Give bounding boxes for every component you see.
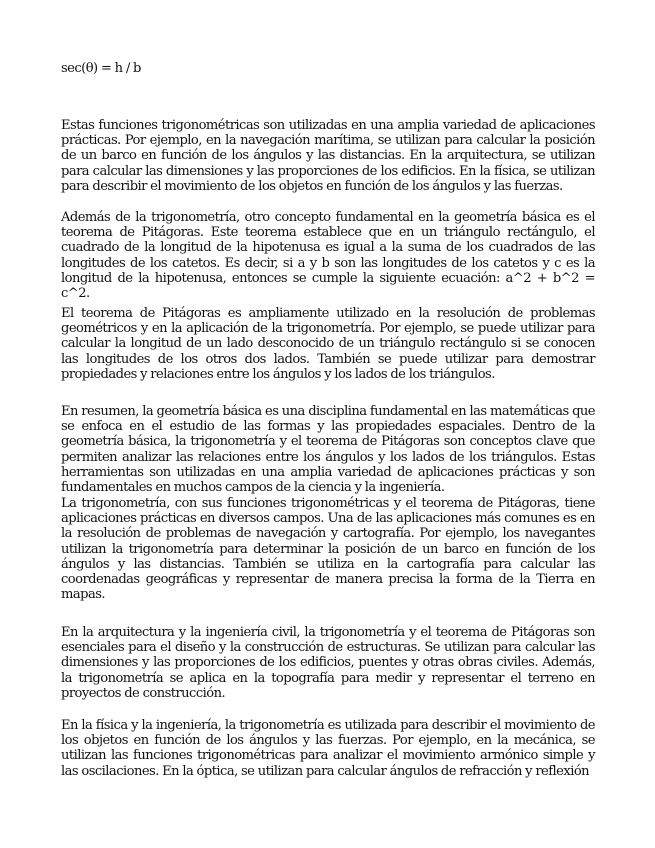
paragraph-pythagorean-uses: El teorema de Pitágoras es ampliamente utilizado en la resolución de problemas geométricos y en la aplicación de la trigonometría. Por ejemplo, se puede utilizar para calcular la longitud de un lado desconocido de un triángulo rectángulo si se conocen las longitudes de los otros dos lados. También se puede utilizar para demostrar propiedades y relaciones entre los ángulos y los lados de los triángulos.: [61, 306, 595, 382]
paragraph-navigation-cartography: La trigonometría, con sus funciones trigonométricas y el teorema de Pitágoras, tiene aplicaciones prácticas en diversos campos. Una de las aplicaciones más comunes es en la resolución de problemas de navegación y cartografía. Por ejemplo, los navegantes utilizan la trigonometría para determinar la posición de un barco en función de los ángulos y las distancias. También se utiliza en la cartografía para calcular las coordenadas geográficas y representar de manera precisa la forma de la Tierra en mapas.: [61, 496, 595, 603]
paragraph-architecture-engineering: En la arquitectura y la ingeniería civil, la trigonometría y el teorema de Pitágoras son esenciales para el diseño y la construcción de estructuras. Se utilizan para calcular las dimensiones y las proporciones de los edificios, puentes y otras obras civiles. Además, la trigonometría se aplica en la topografía para medir y representar el terreno en proyectos de construcción.: [61, 625, 595, 701]
paragraph-physics-engineering: En la física y la ingeniería, la trigonometría es utilizada para describir el movimiento de los objetos en función de los ángulos y las fuerzas. Por ejemplo, en la mecánica, se utilizan las funciones trigonométricas para analizar el movimiento armónico simple y las oscilaciones. En la óptica, se utilizan para calcular ángulos de refracción y reflexión: [61, 718, 595, 779]
paragraph-summary: En resumen, la geometría básica es una disciplina fundamental en las matemáticas que se enfoca en el estudio de las formas y las propiedades espaciales. Dentro de la geometría básica, la trigonometría y el teorema de Pitágoras son conceptos clave que permiten analizar las relaciones entre los ángulos y los lados de los triángulos. Estas herramientas son utilizadas en una amplia variedad de aplicaciones prácticas y son fundamentales en muchos campos de la ciencia y la ingeniería.: [61, 404, 595, 496]
paragraph-applications-intro: Estas funciones trigonométricas son utilizadas en una amplia variedad de aplicaciones prácticas. Por ejemplo, en la navegación marítima, se utilizan para calcular la posición de un barco en función de los ángulos y las distancias. En la arquitectura, se utilizan para calcular las dimensiones y las proporciones de los edificios. En la física, se utilizan para describir el movimiento de los objetos en función de los ángulos y las fuerzas.: [61, 118, 595, 194]
secant-formula: sec(θ) = h / b: [61, 61, 141, 76]
paragraph-pythagorean-theorem: Además de la trigonometría, otro concepto fundamental en la geometría básica es el teorema de Pitágoras. Este teorema establece que en un triángulo rectángulo, el cuadrado de la longitud de la hipotenusa es igual a la suma de los cuadrados de las longitudes de los catetos. Es decir, si a y b son las longitudes de los catetos y c es la longitud de la hipotenusa, entonces se cumple la siguiente ecuación: a^2 + b^2 = c^2.: [61, 210, 595, 302]
